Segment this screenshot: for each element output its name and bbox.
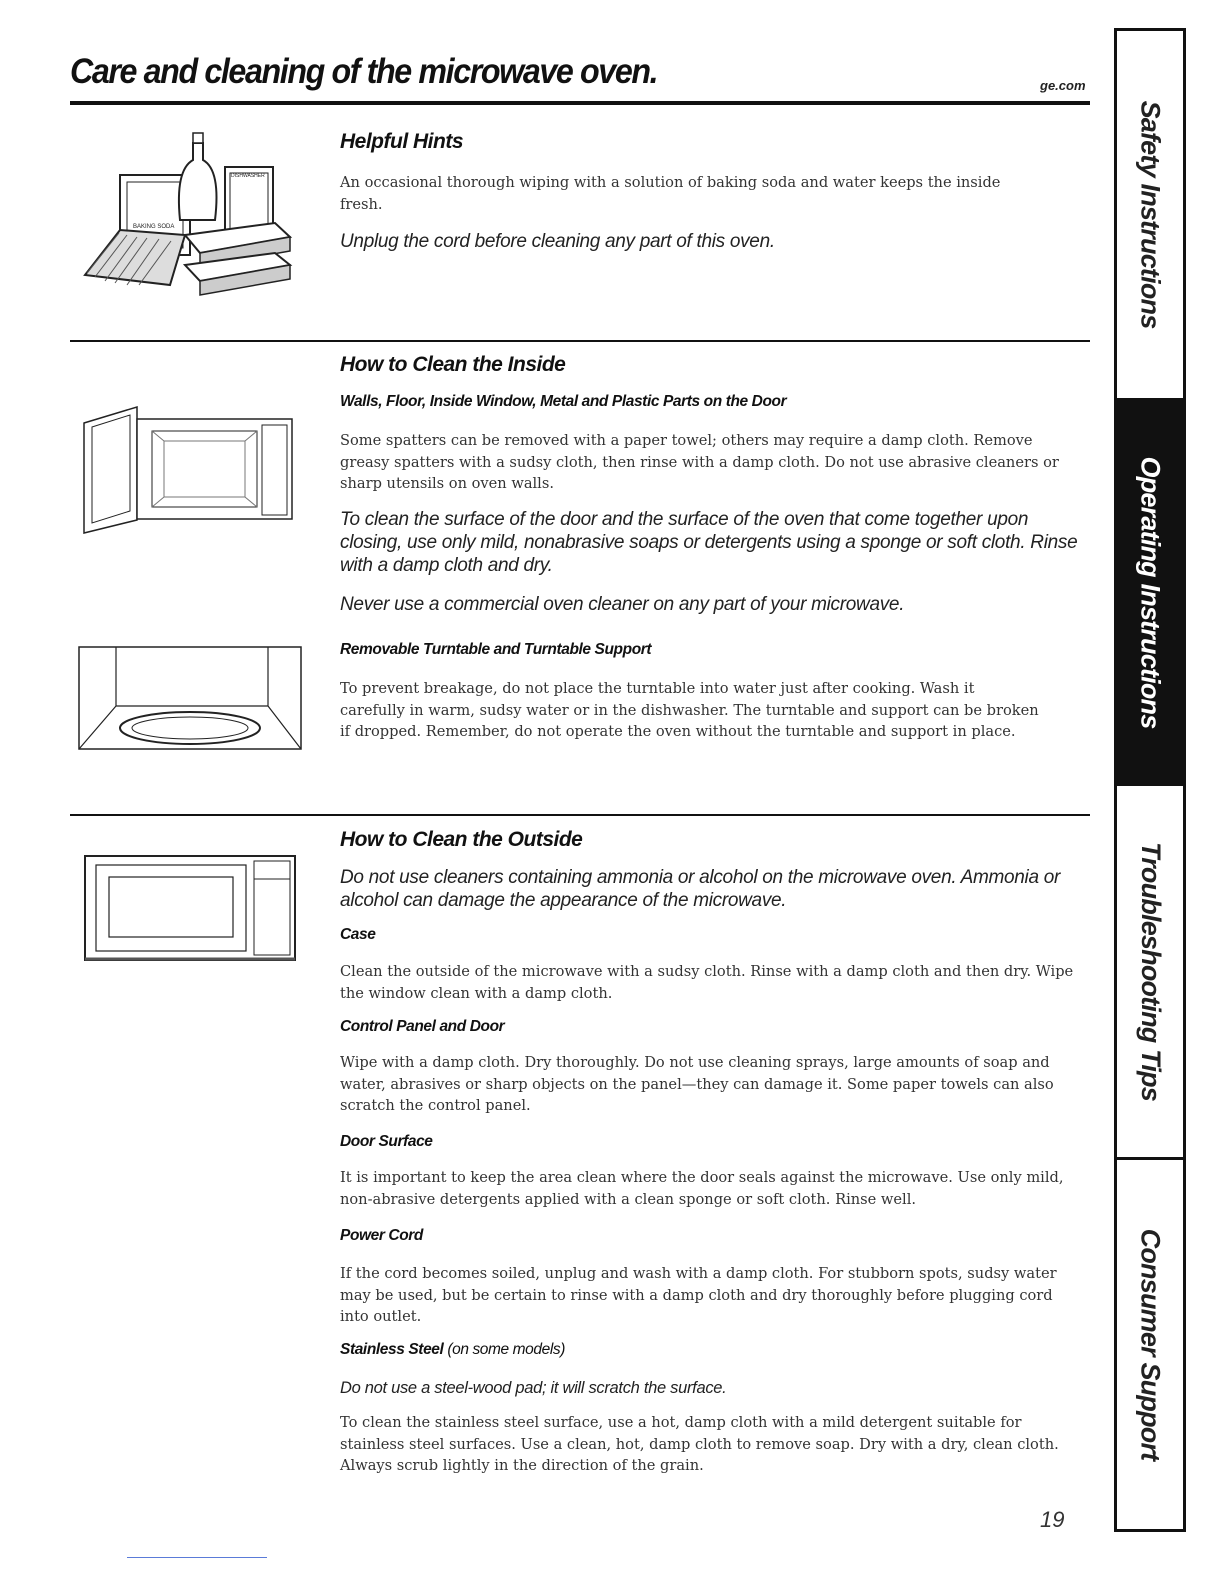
tab-troubleshooting-tips[interactable] — [1117, 786, 1183, 1157]
section-rule — [70, 340, 1090, 342]
cord-heading: Power Cord — [340, 1227, 423, 1244]
case-heading: Case — [340, 926, 376, 943]
panel-heading: Control Panel and Door — [340, 1018, 505, 1035]
door-heading: Door Surface — [340, 1133, 433, 1150]
box2-label: DISHWASHER — [231, 173, 265, 179]
tab-label: Consumer Support — [1135, 1228, 1166, 1461]
inside-sub2: Removable Turntable and Turntable Support — [340, 641, 652, 658]
tab-label: Safety Instructions — [1135, 100, 1166, 329]
tab-operating-instructions[interactable] — [1117, 401, 1183, 783]
hints-heading: Helpful Hints — [340, 130, 463, 153]
inside-heading: How to Clean the Inside — [340, 353, 566, 376]
hints-warning: Unplug the cord before cleaning any part of this oven. — [340, 231, 775, 252]
tab-safety-instructions[interactable] — [1117, 31, 1183, 398]
inside-note2: Never use a commercial oven cleaner on any part of your microwave. — [340, 594, 905, 615]
tab-label: Operating Instructions — [1135, 456, 1166, 728]
section-tabs — [1114, 28, 1186, 1532]
outside-note: Do not use cleaners containing ammonia or alcohol on the microwave oven. Ammonia or alcohol can damage the appearance of the microwave. — [340, 867, 1061, 911]
inside-sub1: Walls, Floor, Inside Window, Metal and Plastic Parts on the Door — [340, 393, 787, 410]
inside-note1: To clean the surface of the door and the surface of the oven that come together upon closing, use only mild, nonabrasive soaps or detergents using a sponge or soft cloth. Rinse with a damp cloth and dry. — [340, 509, 1078, 576]
steel-note: Do not use a steel-wood pad; it will scratch the surface. — [340, 1379, 727, 1397]
cord-text: If the cord becomes soiled, unplug and wash with a damp cloth. For stubborn spots, sudsy water may be used, but be certain to rinse with a damp cloth and dry thoroughly before plugging cord into outlet. — [340, 1265, 1057, 1325]
door-text: It is important to keep the area clean where the door seals against the microwave. Use only mild, non-abrasive detergents applied with a clean sponge or soft cloth. Rinse well. — [340, 1169, 1064, 1208]
outside-heading: How to Clean the Outside — [340, 828, 583, 851]
tab-label: Troubleshooting Tips — [1135, 842, 1166, 1101]
inside-sub2-text: To prevent breakage, do not place the turntable into water just after cooking. Wash it carefully in warm, sudsy water or in the dishwasher. The turntable and support can be broken if dropped. Remember, do not operate the oven without the turntable and support in place. — [340, 680, 1039, 740]
steel-heading-sub: (on some models) — [447, 1341, 565, 1358]
footer-line — [127, 1557, 267, 1558]
panel-text: Wipe with a damp cloth. Dry thoroughly. Do not use cleaning sprays, large amounts of soap and water, abrasives or sharp objects on the panel—they can damage it. Some paper towels can also scratch the control panel. — [340, 1054, 1054, 1114]
inside-sub1-text: Some spatters can be removed with a paper towel; others may require a damp cloth. Remove greasy spatters with a sudsy cloth, then rinse with a damp cloth. Do not use abrasive cleaners or sharp utensils on oven walls. — [340, 432, 1059, 492]
tab-consumer-support[interactable] — [1117, 1160, 1183, 1529]
site-link[interactable]: ge.com — [1040, 78, 1086, 93]
hints-text: An occasional thorough wiping with a solution of baking soda and water keeps the inside fresh. — [340, 174, 1001, 213]
page-number: 19 — [1040, 1507, 1065, 1532]
header-rule — [70, 101, 1090, 105]
box1-label: BAKING SODA — [133, 224, 175, 230]
section-rule — [70, 814, 1090, 816]
page-title: Care and cleaning of the microwave oven. — [70, 52, 658, 91]
case-text: Clean the outside of the microwave with a sudsy cloth. Rinse with a damp cloth and then dry. Wipe the window clean with a damp cloth. — [340, 963, 1074, 1002]
steel-heading — [340, 1341, 565, 1359]
microwave-front-illustration — [84, 855, 296, 963]
turntable-illustration — [78, 646, 303, 750]
steel-text: To clean the stainless steel surface, use a hot, damp cloth with a mild detergent suitable for stainless steel surfaces. Use a clean, hot, damp cloth to remove soap. Dry with a dry, clean cloth. Always scrub lightly in the direction of the grain. — [340, 1414, 1059, 1474]
cleaning-supplies-illustration — [75, 125, 305, 300]
steel-heading-main: Stainless Steel — [340, 1341, 444, 1358]
open-microwave-illustration — [82, 405, 297, 535]
